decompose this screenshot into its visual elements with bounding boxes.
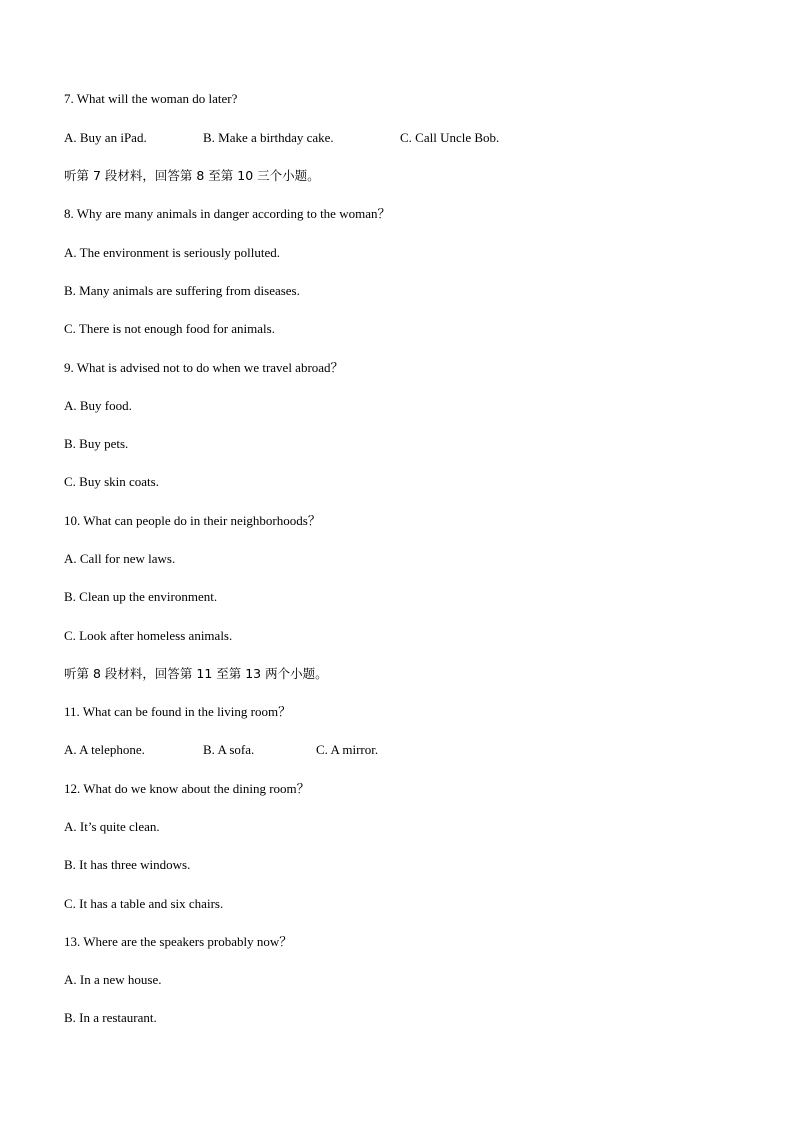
- option-b: B. It has three windows.: [64, 857, 191, 872]
- question-13: 13. Where are the speakers probably now？: [64, 934, 293, 949]
- option-a: A. In a new house.: [64, 972, 162, 987]
- question-7: 7. What will the woman do later?: [64, 91, 238, 106]
- option-a: A. It’s quite clean.: [64, 819, 160, 834]
- option-c: C. There is not enough food for animals.: [64, 321, 275, 336]
- option-c: C. It has a table and six chairs.: [64, 896, 224, 911]
- section-instruction: 听第 8 段材料，回答第 11 至第 13 两个小题。: [64, 666, 328, 681]
- option-b: B. Clean up the environment.: [64, 589, 218, 604]
- option-a: A. A telephone.: [64, 742, 145, 757]
- question-12: 12. What do we know about the dining room？: [64, 781, 310, 796]
- option-b: B. A sofa.: [203, 742, 255, 757]
- option-b: B. In a restaurant.: [64, 1010, 157, 1025]
- question-11: 11. What can be found in the living room？: [64, 704, 292, 719]
- question-9: 9. What is advised not to do when we travel abroad？: [64, 360, 344, 375]
- question-11-options: [0, 742, 794, 758]
- option-c: C. Call Uncle Bob.: [400, 130, 500, 145]
- question-10: 10. What can people do in their neighborhoods？: [64, 513, 321, 528]
- option-c: C. Buy skin coats.: [64, 474, 159, 489]
- option-a: A. Buy an iPad.: [64, 130, 147, 145]
- option-b: B. Buy pets.: [64, 436, 129, 451]
- option-b: B. Make a birthday cake.: [203, 130, 334, 145]
- option-c: C. A mirror.: [316, 742, 379, 757]
- option-c: C. Look after homeless animals.: [64, 628, 233, 643]
- option-a: A. Call for new laws.: [64, 551, 176, 566]
- section-instruction: 听第 7 段材料，回答第 8 至第 10 三个小题。: [64, 168, 320, 183]
- option-a: A. Buy food.: [64, 398, 132, 413]
- option-b: B. Many animals are suffering from diseases.: [64, 283, 300, 298]
- option-a: A. The environment is seriously polluted.: [64, 245, 281, 260]
- question-7-options: [0, 130, 794, 146]
- question-8: 8. Why are many animals in danger according to the woman？: [64, 206, 391, 221]
